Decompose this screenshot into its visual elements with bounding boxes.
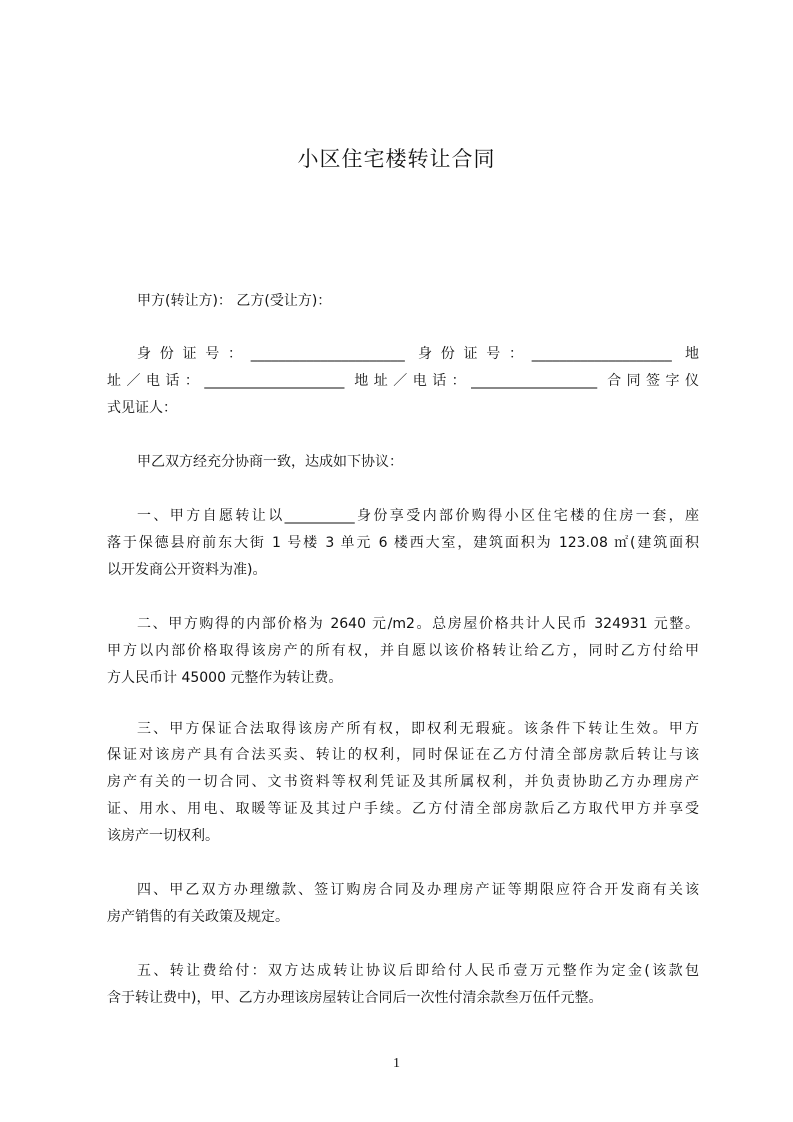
- info-line-1: 身份证号：______________________ 身份证号：____________________ 地: [137, 346, 699, 362]
- clause3-line-3: 房产有关的一切合同、文书资料等权利凭证及其所属权利，并负责协助乙方办理房产: [107, 774, 699, 790]
- clause2-line-3: 方人民币计 45000 元整作为转让费。: [107, 670, 343, 686]
- clause2-line-2: 甲方以内部价格取得该房产的所有权，并自愿以该价格转让给乙方，同时乙方付给甲: [107, 643, 699, 659]
- clause3-line-4: 证、用水、用电、取暖等证及其过户手续。乙方付清全部房款后乙方取代甲方并享受: [107, 801, 699, 817]
- clause3-line-2: 保证对该房产具有合法买卖、转让的权利，同时保证在乙方付清全部房款后转让与该: [107, 747, 699, 763]
- info-line-3: 式见证人：: [107, 400, 177, 416]
- clause3-line-5: 该房产一切权利。: [107, 828, 219, 844]
- info-line-2: 址／电话：____________________ 地址／电话：__________________ 合同签字仪: [107, 373, 699, 389]
- clause5-line-2: 含于转让费中)，甲、乙方办理该房屋转让合同后一次性付清余款叁万伍仟元整。: [107, 990, 603, 1006]
- clause1-line-2: 落于保德县府前东大街 1 号楼 3 单元 6 楼西大室，建筑面积为 123.08 ㎡(建筑面积: [107, 535, 699, 551]
- clause4-line-1: 四、甲乙双方办理缴款、签订购房合同及办理房产证等期限应符合开发商有关该: [137, 882, 699, 898]
- clause2-line-1: 二、甲方购得的内部价格为 2640 元/m2。总房屋价格共计人民币 324931 元整。: [137, 616, 699, 632]
- intro-line: 甲乙双方经充分协商一致，达成如下协议：: [137, 454, 403, 470]
- parties-line: 甲方(转让方)： 乙方(受让方)：: [137, 293, 332, 309]
- clause4-line-2: 房产销售的有关政策及规定。: [107, 909, 289, 925]
- clause5-line-1: 五、转让费给付：双方达成转让协议后即给付人民币壹万元整作为定金(该款包: [137, 963, 699, 979]
- page-number: 1: [393, 1056, 400, 1071]
- clause3-line-1: 三、甲方保证合法取得该房产所有权，即权利无瑕疵。该条件下转让生效。甲方: [137, 721, 699, 737]
- document-title: 小区住宅楼转让合同: [297, 147, 496, 171]
- clause1-line-3: 以开发商公开资料为准)。: [107, 562, 267, 578]
- clause1-line-1: 一、甲方自愿转让以__________身份享受内部价购得小区住宅楼的住房一套，座: [137, 508, 699, 524]
